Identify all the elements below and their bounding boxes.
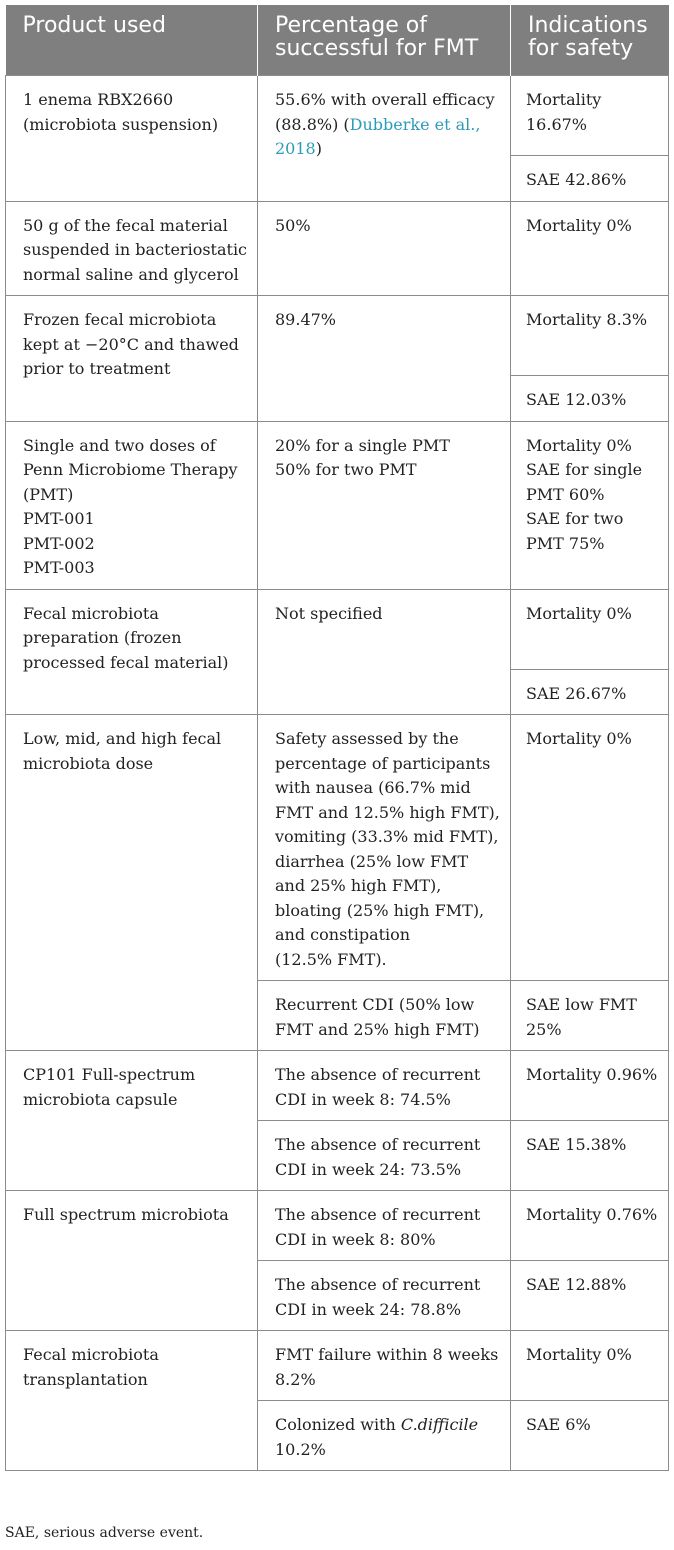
success-cell	[258, 421, 511, 589]
success-text: Safety assessed by the percentage of participants with nausea (66.7% mid FMT and 12.5% high FMT), vomiting (33.3% mid FMT), diarrhea (25% low FMT and 25% high FMT), bloating (25% high FMT), and constipation	[275, 729, 500, 944]
success-text-end: )	[315, 139, 322, 158]
species-name: C.difficile	[400, 1415, 479, 1434]
header-indications-safety: Indications for safety	[511, 5, 669, 76]
product-line: PMT-003	[23, 558, 95, 577]
success-cell: Recurrent CDI (50% low FMT and 25% high FMT)	[258, 981, 511, 1051]
safety-cell: Mortality 0%	[511, 715, 669, 981]
table-row	[6, 1331, 669, 1401]
table-header-row	[6, 5, 669, 76]
safety-cell: SAE 6%	[511, 1401, 669, 1471]
product-line: PMT-002	[23, 533, 95, 553]
success-cell: FMT failure within 8 weeks 8.2%	[258, 1331, 511, 1401]
product-cell: Frozen fecal microbiota kept at −20°C and thawed prior to treatment	[6, 296, 258, 422]
product-cell: Full spectrum microbiota	[6, 1191, 258, 1331]
safety-line: SAE for single PMT 60%	[526, 460, 643, 504]
success-cell: Not specified	[258, 589, 511, 715]
success-cell: The absence of recurrent CDI in week 8: 74.5%	[258, 1051, 511, 1121]
safety-cell: Mortality 0%	[511, 1331, 669, 1401]
product-cell: Low, mid, and high fecal microbiota dose	[6, 715, 258, 1051]
table-footnote: SAE, serious adverse event.	[5, 1525, 204, 1541]
safety-cell: SAE 15.38%	[511, 1121, 669, 1191]
product-cell: 50 g of the fecal material suspended in bacteriostatic normal saline and glycerol	[6, 201, 258, 296]
fmt-products-table	[5, 5, 669, 1471]
success-text-tail: (12.5% FMT).	[275, 949, 387, 969]
safety-cell: Mortality 0.76%	[511, 1191, 669, 1261]
table-row	[6, 296, 669, 376]
product-cell: Fecal microbiota transplantation	[6, 1331, 258, 1471]
success-line: 50% for two PMT	[275, 460, 417, 479]
product-cell: CP101 Full-spectrum microbiota capsule	[6, 1051, 258, 1191]
safety-line: SAE for two PMT 75%	[526, 509, 624, 553]
safety-line: Mortality 0%	[526, 435, 632, 455]
success-cell: The absence of recurrent CDI in week 24: 73.5%	[258, 1121, 511, 1191]
safety-cell: SAE 42.86%	[511, 156, 669, 202]
safety-cell: SAE 26.67%	[511, 669, 669, 715]
success-cell: 50%	[258, 201, 511, 296]
product-cell: 1 enema RBX2660 (microbiota suspension)	[6, 76, 258, 202]
fmt-table-container	[5, 5, 668, 1471]
safety-cell: SAE 12.88%	[511, 1261, 669, 1331]
table-row	[6, 421, 669, 589]
header-percentage-successful: Percentage of successful for FMT	[258, 5, 511, 76]
success-cell	[258, 76, 511, 202]
safety-cell: Mortality 16.67%	[511, 76, 669, 156]
success-text: Colonized with	[275, 1415, 401, 1434]
safety-cell: SAE 12.03%	[511, 376, 669, 422]
product-line: PMT-001	[23, 509, 95, 528]
table-row	[6, 589, 669, 669]
header-product-used: Product used	[6, 5, 258, 76]
citation-link[interactable]: Dubberke et al., 2018	[275, 114, 481, 158]
success-cell: The absence of recurrent CDI in week 8: 80%	[258, 1191, 511, 1261]
product-cell: Fecal microbiota preparation (frozen processed fecal material)	[6, 589, 258, 715]
success-text: 55.6% with overall efficacy (88.8%) (	[275, 90, 495, 134]
safety-cell	[511, 421, 669, 589]
table-row	[6, 715, 669, 981]
safety-cell: Mortality 0%	[511, 589, 669, 669]
success-cell	[258, 1401, 511, 1471]
safety-cell: SAE low FMT 25%	[511, 981, 669, 1051]
success-text-end: 10.2%	[275, 1439, 326, 1459]
table-row	[6, 1191, 669, 1261]
table-row	[6, 201, 669, 296]
safety-cell: Mortality 0.96%	[511, 1051, 669, 1121]
success-cell	[258, 715, 511, 981]
table-row	[6, 1051, 669, 1121]
safety-cell: Mortality 8.3%	[511, 296, 669, 376]
table-row	[6, 76, 669, 156]
success-line: 20% for a single PMT	[275, 435, 450, 455]
product-line: Single and two doses of Penn Microbiome Therapy (PMT)	[23, 435, 238, 504]
success-cell: The absence of recurrent CDI in week 24: 78.8%	[258, 1261, 511, 1331]
product-cell	[6, 421, 258, 589]
success-cell: 89.47%	[258, 296, 511, 422]
safety-cell: Mortality 0%	[511, 201, 669, 296]
